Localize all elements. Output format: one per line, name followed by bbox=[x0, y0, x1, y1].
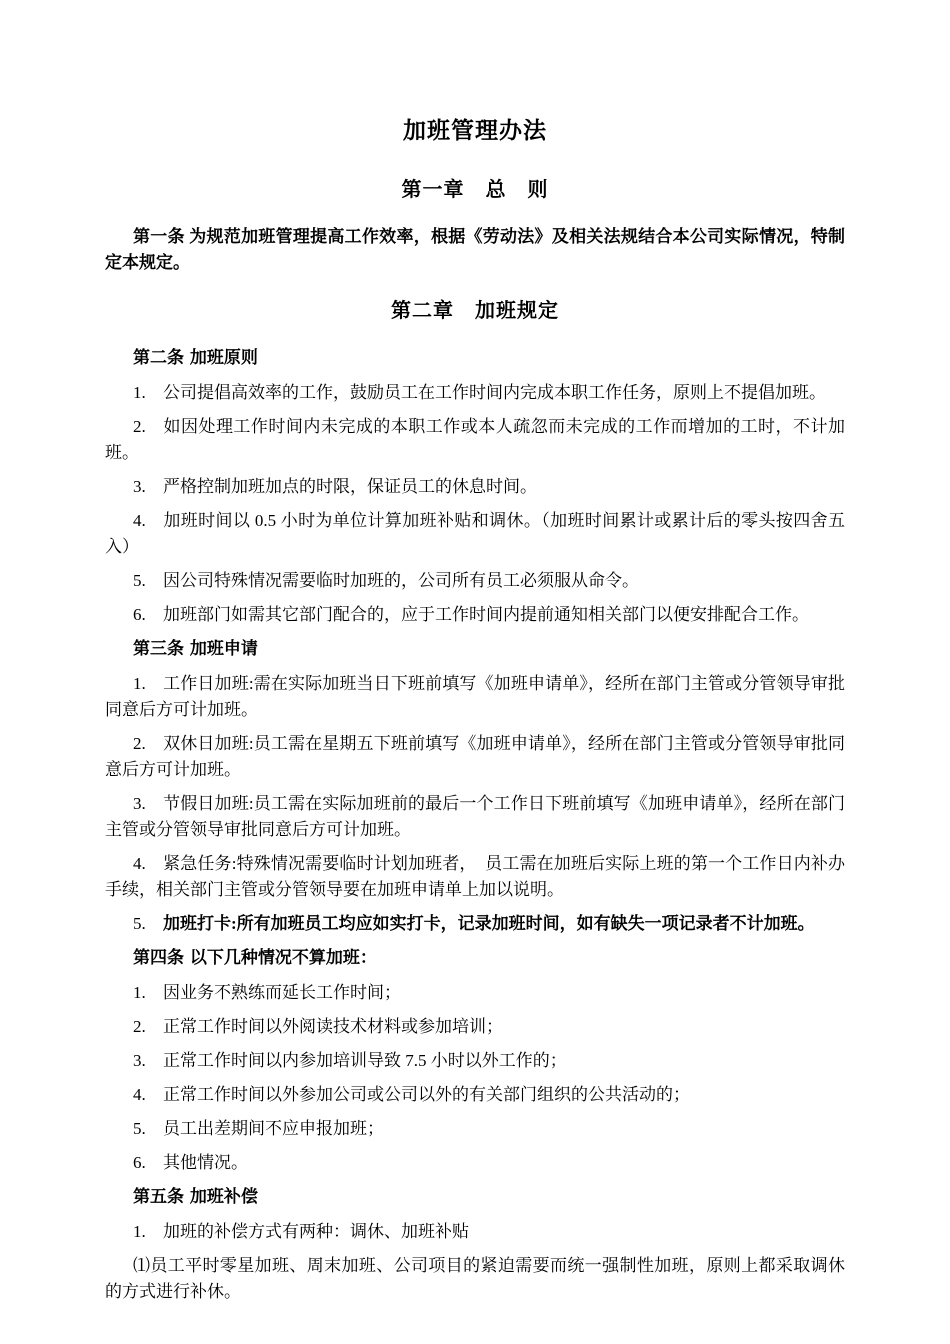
list-item-number: 3. bbox=[133, 1051, 146, 1070]
document-body bbox=[105, 173, 845, 1305]
list-item-number: 3. bbox=[133, 477, 146, 496]
list-item-number: 4. bbox=[133, 1085, 146, 1104]
list-item bbox=[105, 1048, 845, 1074]
paragraph bbox=[105, 1253, 845, 1305]
chapter-heading: 第一章 总 则 bbox=[401, 177, 549, 201]
list-item-number: 1. bbox=[133, 674, 146, 693]
list-item bbox=[105, 568, 845, 594]
text-segment: 第一条 为规范加班管理提高工作效率，根据《劳动法》及相关法规结合本公司实际情况，特制定本规定。 bbox=[105, 227, 845, 272]
text-segment: 紧急任务:特殊情况需要临时计划加班者， 员工需在加班后实际上班的第一个工作日内补办手续，相关部门主管或分管领导要在加班申请单上加以说明。 bbox=[105, 854, 845, 899]
text-segment: 严格控制加班加点的时限，保证员工的休息时间。 bbox=[163, 477, 537, 496]
list-item bbox=[105, 911, 845, 937]
text-segment: 正常工作时间以内参加培训导致 7.5 小时以外工作的； bbox=[163, 1051, 567, 1070]
list-item bbox=[105, 474, 845, 500]
text-segment: 加班打卡:所有加班员工均应如实打卡，记录加班时间，如有缺失一项记录者不计加班。 bbox=[163, 914, 815, 933]
list-item-number: 5. bbox=[133, 571, 146, 590]
text-segment: 如因处理工作时间内未完成的本职工作或本人疏忽而未完成的工作而增加的工时，不计加班。 bbox=[105, 417, 845, 462]
list-item bbox=[105, 380, 845, 406]
list-item bbox=[105, 414, 845, 466]
list-item-number: 6. bbox=[133, 605, 146, 624]
article-heading: 第二条 加班原则 bbox=[133, 348, 258, 368]
list-item bbox=[105, 1082, 845, 1108]
list-item-number: 1. bbox=[133, 383, 146, 402]
text-segment: 节假日加班:员工需在实际加班前的最后一个工作日下班前填写《加班申请单》，经所在部门主管或分管领导审批同意后方可计加班。 bbox=[105, 794, 845, 839]
list-item-number: 5. bbox=[133, 914, 146, 933]
list-item bbox=[105, 1219, 845, 1245]
text-segment: 加班部门如需其它部门配合的，应于工作时间内提前通知相关部门以便安排配合工作。 bbox=[163, 605, 809, 624]
list-item-number: 3. bbox=[133, 794, 146, 813]
article-heading: 第四条 以下几种情况不算加班： bbox=[133, 948, 377, 968]
list-item-number: 2. bbox=[133, 417, 146, 436]
text-segment: 正常工作时间以外参加公司或公司以外的有关部门组织的公共活动的； bbox=[163, 1085, 690, 1104]
list-item-number: 4. bbox=[133, 854, 146, 873]
list-item bbox=[105, 602, 845, 628]
list-item bbox=[105, 731, 845, 783]
list-item bbox=[105, 1014, 845, 1040]
list-item bbox=[105, 671, 845, 723]
text-segment: 因公司特殊情况需要临时加班的，公司所有员工必须服从命令。 bbox=[163, 571, 639, 590]
article-heading: 第五条 加班补偿 bbox=[133, 1187, 258, 1207]
list-item bbox=[105, 1150, 845, 1176]
list-item-number: 1. bbox=[133, 983, 146, 1002]
paragraph bbox=[105, 224, 845, 276]
text-segment: 工作日加班:需在实际加班当日下班前填写《加班申请单》，经所在部门主管或分管领导审批同意后方可计加班。 bbox=[105, 674, 845, 719]
list-item bbox=[105, 791, 845, 843]
text-segment: 公司提倡高效率的工作，鼓励员工在工作时间内完成本职工作任务，原则上不提倡加班。 bbox=[163, 383, 826, 402]
chapter-heading: 第二章 加班规定 bbox=[391, 298, 559, 322]
list-item-number: 1. bbox=[133, 1222, 146, 1241]
list-item-number: 5. bbox=[133, 1119, 146, 1138]
list-item-number: 2. bbox=[133, 1017, 146, 1036]
list-item-number: 4. bbox=[133, 511, 146, 530]
text-segment: 员工出差期间不应申报加班； bbox=[163, 1119, 384, 1138]
text-segment: 双休日加班:员工需在星期五下班前填写《加班申请单》，经所在部门主管或分管领导审批同意后方可计加班。 bbox=[105, 734, 845, 779]
document-title: 加班管理办法 bbox=[403, 118, 547, 144]
text-segment: 正常工作时间以外阅读技术材料或参加培训； bbox=[163, 1017, 503, 1036]
text-segment: 加班的补偿方式有两种：调休、加班补贴 bbox=[163, 1222, 469, 1241]
text-segment: 加班时间以 0.5 小时为单位计算加班补贴和调休。（加班时间累计或累计后的零头按四舍五入） bbox=[105, 511, 845, 556]
text-segment: 因业务不熟练而延长工作时间； bbox=[163, 983, 401, 1002]
article-heading: 第三条 加班申请 bbox=[133, 639, 258, 659]
list-item bbox=[105, 508, 845, 560]
text-segment: 其他情况。 bbox=[163, 1153, 248, 1172]
list-item bbox=[105, 851, 845, 903]
list-item-number: 2. bbox=[133, 734, 146, 753]
list-item bbox=[105, 1116, 845, 1142]
list-item-number: 6. bbox=[133, 1153, 146, 1172]
text-segment: ⑴员工平时零星加班、周末加班、公司项目的紧迫需要而统一强制性加班，原则上都采取调休的方式进行补休。 bbox=[105, 1256, 845, 1301]
list-item bbox=[105, 980, 845, 1006]
